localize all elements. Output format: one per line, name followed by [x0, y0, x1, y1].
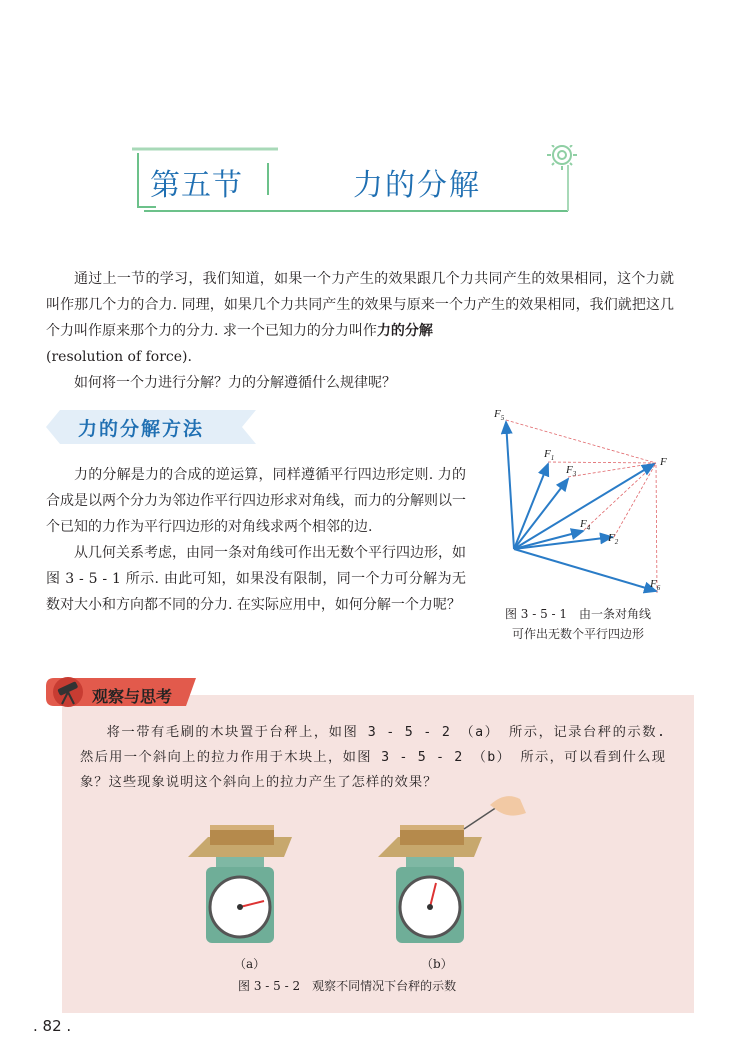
figure1-caption — [478, 604, 678, 644]
figure2-caption: 图 3 - 5 - 2 观察不同情况下台秤的示数 — [238, 979, 457, 993]
sub-3: 3 — [572, 470, 577, 478]
subsection-text — [46, 462, 466, 618]
section-title: 力的分解 — [353, 168, 481, 203]
svg-text:F6 — [649, 578, 661, 592]
parallelogram-figure — [484, 405, 684, 605]
label-f3: F — [566, 464, 573, 476]
label-f: F — [660, 456, 667, 468]
figure1-caption-line1: 图 3 - 5 - 1 由一条对角线 — [504, 607, 652, 621]
label-f2: F — [608, 532, 615, 544]
label-f5: F — [494, 408, 501, 420]
subsection-paragraph-1: 力的分解是力的合成的逆运算，同样遵循平行四边形定则. 力的合成是以两个分力为邻边作平行四边形求对角线，而力的分解则以一个已知的力作为平行四边形的对角线求两个相邻的边. — [46, 467, 466, 535]
subsection-title: 力的分解方法 — [78, 418, 205, 440]
hand-icon — [490, 796, 526, 815]
figure-label-b: （b） — [421, 957, 453, 971]
intro-paragraph-2: 如何将一个力进行分解？力的分解遵循什么规律呢？ — [74, 375, 396, 391]
label-f1: F — [544, 448, 551, 460]
figure-label-a: （a） — [234, 957, 266, 971]
term-english: (resolution of force). — [46, 349, 192, 365]
subsection-paragraph-2: 从几何关系考虑，由同一条对角线可作出无数个平行四边形，如图 3 - 5 - 1 所示. 由此可知，如果没有限制，同一个力可分解为无数对大小和方向都不同的分力. 在实际应用中，如何分解一个力呢？ — [46, 545, 466, 613]
svg-text:F5 — [493, 408, 505, 422]
page-number: . 82 . — [33, 1017, 72, 1035]
term-bold: 力的分解 — [376, 323, 433, 339]
scale-a-illustration — [188, 825, 292, 943]
sub-6: 6 — [656, 584, 661, 592]
intro-text-part: 通过上一节的学习，我们知道，如果一个力产生的效果跟几个力共同产生的效果相同，这个力就叫作那几个力的合力. 同理，如果几个力共同产生的效果与原来一个力产生的效果相同，我们就把这几个力叫作原来那个力的分力. 求一个已知力的分力叫作 — [46, 271, 674, 339]
sub-2: 2 — [614, 538, 619, 546]
svg-text:F3 — [565, 464, 577, 478]
label-f6: F — [650, 578, 657, 590]
sub-5: 5 — [500, 414, 505, 422]
observe-text — [80, 720, 666, 795]
label-f4: F — [580, 518, 587, 530]
svg-text:F4 — [579, 518, 591, 532]
scales-figure — [180, 795, 540, 955]
figure1-caption-line2: 可作出无数个平行四边形 — [511, 627, 644, 641]
intro-paragraph-1 — [46, 266, 674, 344]
scale-b-illustration — [378, 796, 526, 943]
svg-text:F2 — [607, 532, 619, 546]
svg-text:F1 — [543, 448, 554, 462]
observe-paragraph: 将一带有毛刷的木块置于台秤上，如图 3 - 5 - 2 （a） 所示，记录台秤的示数. 然后用一个斜向上的拉力作用于木块上，如图 3 - 5 - 2 （b） 所示，可以看到什么现象？这些现象说明这个斜向上的拉力产生了怎样的效果？ — [80, 725, 666, 790]
sub-4: 4 — [586, 524, 591, 532]
observe-label: 观察与思考 — [92, 687, 173, 706]
section-number: 第五节 — [150, 168, 243, 203]
sub-1: 1 — [550, 454, 555, 462]
intro-text — [46, 266, 674, 396]
